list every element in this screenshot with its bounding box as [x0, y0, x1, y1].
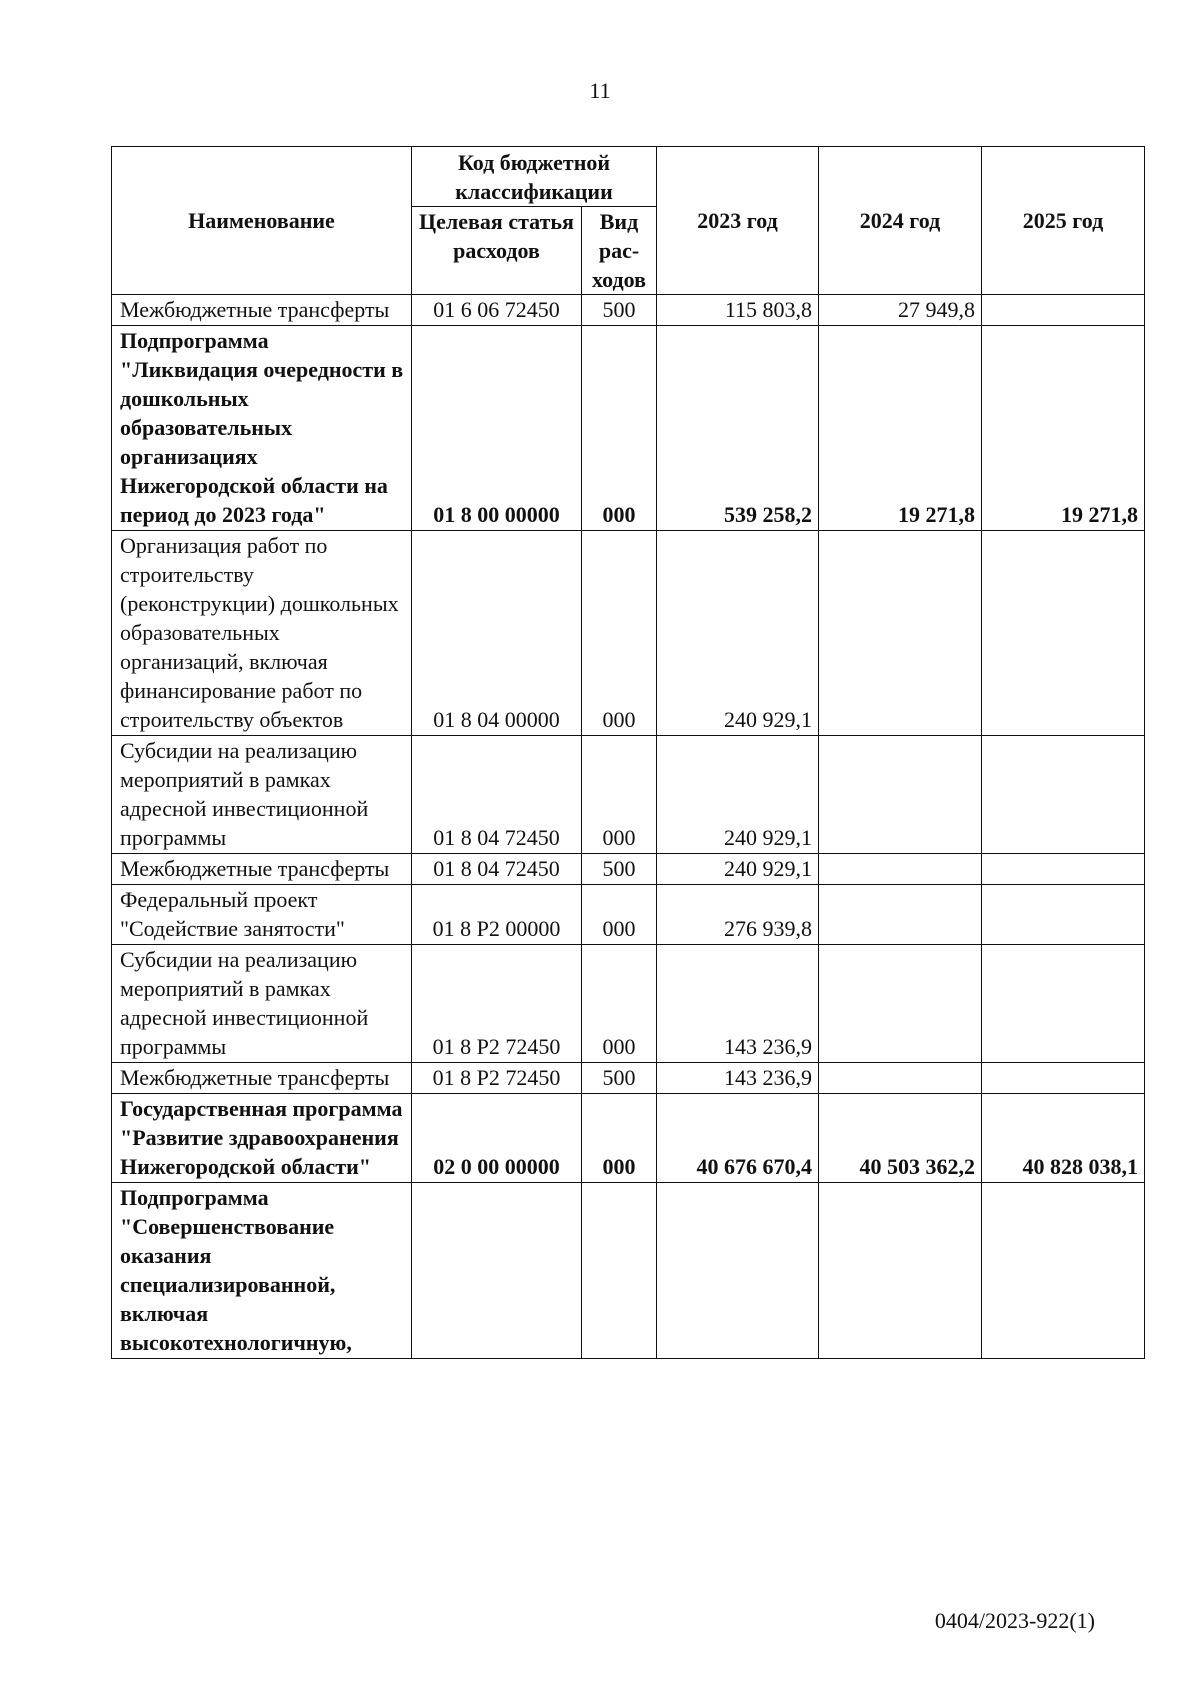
table-row: [112, 531, 1145, 736]
header-2023: 2023 год: [657, 147, 819, 295]
row-2023: 276 939,8: [657, 885, 819, 945]
page-number: 11: [589, 78, 611, 103]
table-row: [112, 885, 1145, 945]
table-row: [112, 1094, 1145, 1183]
row-code: 01 8 04 00000: [412, 531, 582, 736]
row-type: 500: [582, 295, 657, 326]
budget-table: [111, 146, 1145, 1359]
row-name: Межбюджетные трансферты: [112, 854, 412, 885]
row-2025: 19 271,8: [982, 326, 1145, 531]
table-row: [112, 1063, 1145, 1094]
row-code: 01 6 06 72450: [412, 295, 582, 326]
row-code: [412, 1183, 582, 1359]
row-type: 000: [582, 1094, 657, 1183]
row-2023: 40 676 670,4: [657, 1094, 819, 1183]
row-2024: 19 271,8: [819, 326, 982, 531]
header-target-article: Целевая статья расходов: [412, 207, 582, 295]
row-2023: 143 236,9: [657, 945, 819, 1063]
row-code: 01 8 04 72450: [412, 854, 582, 885]
row-name: Государственная программа "Развитие здравоохранения Нижегородской области": [112, 1094, 412, 1183]
header-2024: 2024 год: [819, 147, 982, 295]
row-name: Субсидии на реализацию мероприятий в рамках адресной инвестиционной программы: [112, 736, 412, 854]
table-row: [112, 945, 1145, 1063]
row-2025: [982, 1183, 1145, 1359]
row-2025: [982, 295, 1145, 326]
row-name: Межбюджетные трансферты: [112, 1063, 412, 1094]
row-2025: [982, 885, 1145, 945]
row-2025: [982, 1063, 1145, 1094]
row-name: Подпрограмма "Ликвидация очередности в дошкольных образовательных организациях Нижегородской области на период до 2023 года": [112, 326, 412, 531]
row-2023: 539 258,2: [657, 326, 819, 531]
header-expense-type: Вид рас-ходов: [582, 207, 657, 295]
row-2024: [819, 885, 982, 945]
table-row: [112, 326, 1145, 531]
row-2024: [819, 945, 982, 1063]
row-2024: 40 503 362,2: [819, 1094, 982, 1183]
row-type: 000: [582, 885, 657, 945]
row-code: 02 0 00 00000: [412, 1094, 582, 1183]
row-2023: 240 929,1: [657, 736, 819, 854]
row-2024: [819, 1183, 982, 1359]
row-type: 000: [582, 326, 657, 531]
row-2023: 115 803,8: [657, 295, 819, 326]
header-budget-code-group: Код бюджетной классификации: [412, 147, 657, 207]
row-code: 01 8 P2 72450: [412, 1063, 582, 1094]
row-2025: [982, 736, 1145, 854]
row-code: 01 8 P2 72450: [412, 945, 582, 1063]
table-row: [112, 854, 1145, 885]
row-name: Федеральный проект "Содействие занятости": [112, 885, 412, 945]
row-2025: [982, 945, 1145, 1063]
row-type: [582, 1183, 657, 1359]
row-type: 000: [582, 531, 657, 736]
row-2024: [819, 854, 982, 885]
row-code: 01 8 04 72450: [412, 736, 582, 854]
row-2025: [982, 854, 1145, 885]
document-reference: 0404/2023-922(1): [934, 1608, 1095, 1633]
row-2024: 27 949,8: [819, 295, 982, 326]
row-2025: 40 828 038,1: [982, 1094, 1145, 1183]
table-row: [112, 295, 1145, 326]
row-2023: [657, 1183, 819, 1359]
row-2025: [982, 531, 1145, 736]
row-code: 01 8 P2 00000: [412, 885, 582, 945]
row-2024: [819, 736, 982, 854]
row-type: 000: [582, 945, 657, 1063]
table-row: [112, 1183, 1145, 1359]
row-code: 01 8 00 00000: [412, 326, 582, 531]
row-2023: 240 929,1: [657, 531, 819, 736]
row-name: Межбюджетные трансферты: [112, 295, 412, 326]
row-type: 500: [582, 1063, 657, 1094]
row-2023: 240 929,1: [657, 854, 819, 885]
row-name: Организация работ по строительству (реконструкции) дошкольных образовательных организаций, включая финансирование работ по строительству объектов: [112, 531, 412, 736]
row-2023: 143 236,9: [657, 1063, 819, 1094]
row-2024: [819, 1063, 982, 1094]
header-2025: 2025 год: [982, 147, 1145, 295]
row-2024: [819, 531, 982, 736]
header-name: Наименование: [112, 147, 412, 295]
row-type: 000: [582, 736, 657, 854]
table-row: [112, 736, 1145, 854]
row-name: Субсидии на реализацию мероприятий в рамках адресной инвестиционной программы: [112, 945, 412, 1063]
row-type: 500: [582, 854, 657, 885]
row-name: Подпрограмма "Совершенствование оказания специализированной, включая высокотехнологичную,: [112, 1183, 412, 1359]
